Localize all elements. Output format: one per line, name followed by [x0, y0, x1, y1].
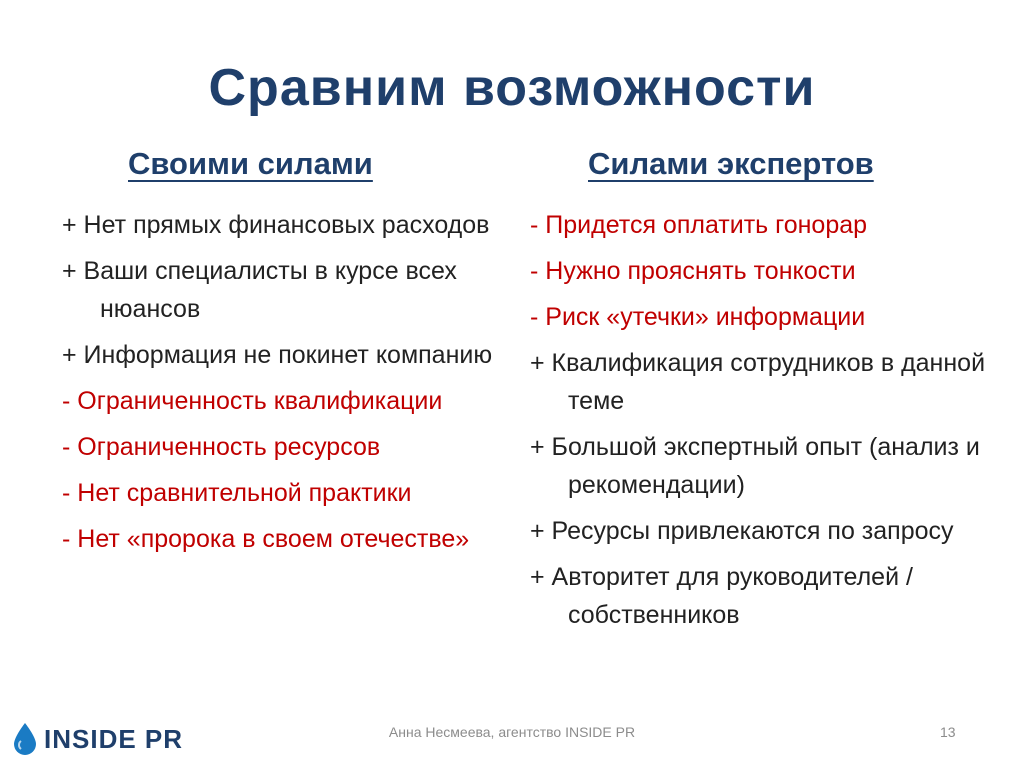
list-item: + Ресурсы привлекаются по запросу	[530, 517, 954, 545]
left-column-heading: Своими силами	[128, 146, 373, 181]
right-column-list	[530, 206, 1000, 642]
list-item: - Придется оплатить гонорар	[530, 211, 868, 239]
list-item: - Нет «пророка в своем отечестве»	[62, 525, 470, 553]
slide-title: Сравним возможности	[208, 59, 816, 117]
left-column-list	[62, 206, 522, 566]
list-item: + Квалификация сотрудников в данной теме	[530, 349, 986, 415]
list-item: - Нет сравнительной практики	[62, 479, 412, 507]
list-item: - Риск «утечки» информации	[530, 303, 866, 331]
page-number: 13	[940, 724, 956, 740]
list-item: - Нужно прояснять тонкости	[530, 257, 856, 285]
list-item: + Информация не покинет компанию	[62, 341, 493, 369]
footer-text: Анна Несмеева, агентство INSIDE PR	[388, 724, 636, 740]
list-item: - Ограниченность ресурсов	[62, 433, 381, 461]
list-item: + Большой экспертный опыт (анализ и рекомендации)	[530, 433, 980, 499]
logo-text: INSIDE PR	[44, 723, 184, 754]
list-item: + Ваши специалисты в курсе всех нюансов	[62, 257, 457, 323]
right-column-heading: Силами экспертов	[588, 146, 874, 181]
list-item: + Авторитет для руководителей / собственников	[530, 563, 913, 629]
list-item: + Нет прямых финансовых расходов	[62, 211, 490, 239]
list-item: - Ограниченность квалификации	[62, 387, 443, 415]
